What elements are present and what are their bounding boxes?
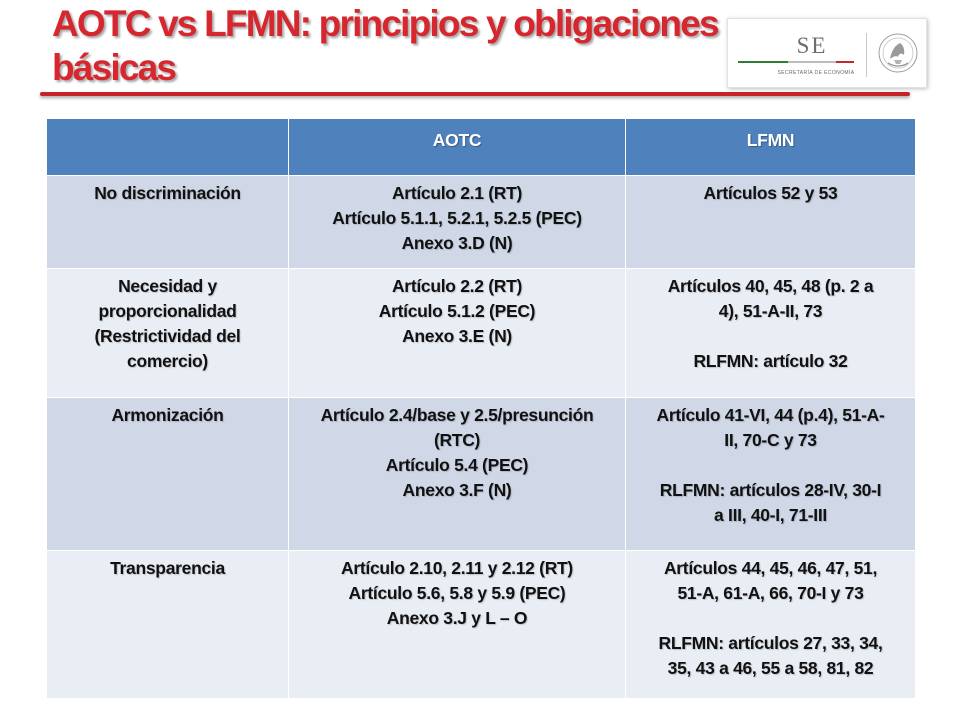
se-logo-subtitle: SECRETARÍA DE ECONOMÍA	[777, 70, 855, 76]
lfmn-cell	[626, 551, 916, 699]
lfmn-reg-line: RLFMN: artículo 32	[693, 351, 848, 371]
lfmn-line: II, 70-C y 73	[724, 430, 817, 450]
table-row	[47, 269, 916, 398]
table-header-row	[47, 119, 916, 176]
lfmn-spacer	[632, 606, 909, 631]
principle-line: Armonización	[111, 405, 224, 425]
principle-line: proporcionalidad	[98, 301, 237, 321]
lfmn-cell	[626, 269, 916, 398]
lfmn-cell	[626, 398, 916, 551]
aotc-line: Artículo 5.4 (PEC)	[385, 455, 529, 475]
principle-line: comercio)	[127, 351, 208, 371]
logo-stripe-green	[738, 61, 788, 63]
principle-cell	[47, 176, 289, 269]
aotc-line: Artículo 2.1 (RT)	[391, 183, 523, 203]
aotc-cell	[289, 551, 626, 699]
lfmn-line: Artículos 44, 45, 46, 47, 51,	[663, 558, 878, 578]
aotc-cell	[289, 269, 626, 398]
aotc-line: Artículo 5.6, 5.8 y 5.9 (PEC)	[348, 583, 566, 603]
aotc-line: Anexo 3.E (N)	[402, 326, 512, 346]
slide-title-line-1: AOTC vs LFMN: principios y obligaciones	[52, 3, 718, 44]
header-cell-lfmn: LFMN	[626, 119, 916, 176]
aotc-cell	[289, 176, 626, 269]
header-cell-aotc: AOTC	[289, 119, 626, 176]
logo-separator	[866, 33, 867, 77]
principle-cell	[47, 398, 289, 551]
lfmn-line: Artículos 52 y 53	[703, 183, 838, 203]
table-row	[47, 551, 916, 699]
aotc-line: Artículo 2.10, 2.11 y 2.12 (RT)	[341, 558, 573, 578]
lfmn-reg-line: a III, 40-I, 71-III	[714, 505, 827, 525]
aotc-line: Anexo 3.J y L – O	[386, 608, 528, 628]
lfmn-line: 51-A, 61-A, 66, 70-I y 73	[677, 583, 864, 603]
slide-title-line-2: básicas	[52, 47, 176, 88]
lfmn-reg-line: 35, 43 a 46, 55 a 58, 81, 82	[667, 658, 874, 678]
se-logo-mark: SE	[796, 33, 828, 58]
aotc-line: Anexo 3.F (N)	[402, 480, 512, 500]
principle-line: Necesidad y	[118, 276, 217, 296]
aotc-line: Artículo 2.2 (RT)	[391, 276, 523, 296]
logo-stripe-grey	[788, 61, 836, 63]
principle-cell	[47, 551, 289, 699]
mexico-seal-icon	[876, 29, 920, 79]
aotc-line: Artículo 5.1.1, 5.2.1, 5.2.5 (PEC)	[332, 208, 582, 228]
header-cell-empty	[47, 119, 289, 176]
principle-line: (Restrictividad del	[94, 326, 241, 346]
lfmn-line: Artículos 40, 45, 48 (p. 2 a	[667, 276, 874, 296]
lfmn-cell	[626, 176, 916, 269]
lfmn-spacer	[632, 324, 909, 349]
lfmn-reg-line: RLFMN: artículos 27, 33, 34,	[658, 633, 883, 653]
lfmn-line: 4), 51-A-II, 73	[718, 301, 823, 321]
lfmn-spacer	[632, 453, 909, 478]
title-underline	[40, 92, 910, 96]
se-logo	[727, 18, 927, 88]
aotc-line: (RTC)	[433, 430, 481, 450]
lfmn-reg-line: RLFMN: artículos 28-IV, 30-I	[659, 480, 882, 500]
principle-cell	[47, 269, 289, 398]
lfmn-line: Artículo 41-VI, 44 (p.4), 51-A-	[656, 405, 885, 425]
table-row	[47, 176, 916, 269]
aotc-line: Artículo 5.1.2 (PEC)	[378, 301, 536, 321]
slide-title	[52, 2, 732, 90]
aotc-line: Artículo 2.4/base y 2.5/presunción	[320, 405, 594, 425]
table-row	[47, 398, 916, 551]
logo-stripe-red	[836, 61, 854, 63]
aotc-line: Anexo 3.D (N)	[401, 233, 513, 253]
comparison-table	[46, 118, 916, 699]
principle-line: Transparencia	[110, 558, 225, 578]
aotc-cell	[289, 398, 626, 551]
principle-line: No discriminación	[94, 183, 241, 203]
